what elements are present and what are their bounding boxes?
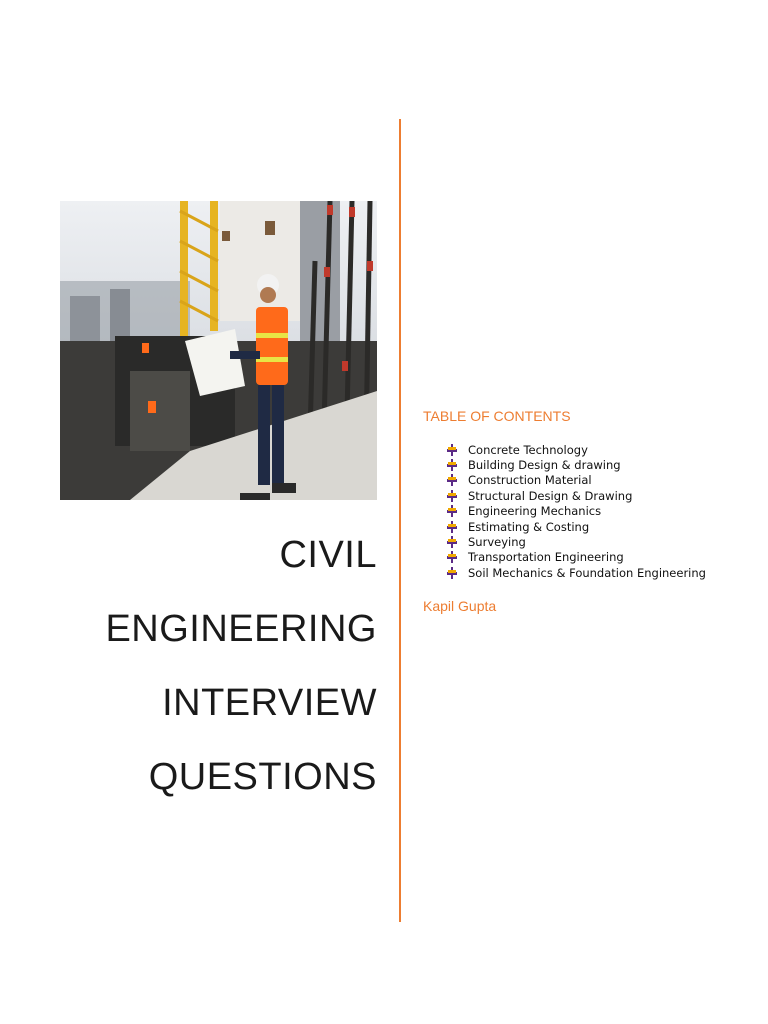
toc-item-label: Building Design & drawing: [468, 458, 621, 473]
cover-photo: [60, 201, 377, 500]
toc-item[interactable]: [446, 442, 706, 457]
vertical-divider: [399, 119, 401, 922]
title-line: QUESTIONS: [148, 756, 377, 798]
toc-list: [446, 442, 706, 581]
toc-item-label: Surveying: [468, 535, 526, 550]
pushpin-icon: [446, 551, 458, 563]
toc-item[interactable]: [446, 550, 706, 565]
toc-item-label: Engineering Mechanics: [468, 504, 602, 519]
toc-item[interactable]: [446, 457, 706, 472]
pushpin-icon: [446, 536, 458, 548]
pushpin-icon: [446, 444, 458, 456]
pushpin-icon: [446, 474, 458, 486]
toc-item[interactable]: [446, 565, 706, 580]
pushpin-icon: [446, 567, 458, 579]
toc-item-label: Construction Material: [468, 473, 592, 488]
toc-item[interactable]: [446, 504, 706, 519]
title-line: ENGINEERING: [105, 608, 377, 650]
toc-item-label: Concrete Technology: [468, 442, 588, 457]
title-line: CIVIL: [279, 534, 377, 576]
toc-item[interactable]: [446, 519, 706, 534]
document-title: [105, 518, 377, 814]
author-name: Kapil Gupta: [423, 598, 497, 614]
pushpin-icon: [446, 490, 458, 502]
pushpin-icon: [446, 459, 458, 471]
title-line: INTERVIEW: [162, 682, 377, 724]
toc-item[interactable]: [446, 473, 706, 488]
toc-item-label: Soil Mechanics & Foundation Engineering: [468, 565, 706, 580]
toc-item[interactable]: [446, 534, 706, 549]
toc-item-label: Structural Design & Drawing: [468, 488, 633, 503]
toc-item[interactable]: [446, 488, 706, 503]
pushpin-icon: [446, 505, 458, 517]
construction-site-illustration: [60, 201, 377, 500]
toc-heading: TABLE OF CONTENTS: [423, 408, 571, 424]
pushpin-icon: [446, 521, 458, 533]
toc-item-label: Transportation Engineering: [468, 550, 624, 565]
toc-item-label: Estimating & Costing: [468, 519, 590, 534]
